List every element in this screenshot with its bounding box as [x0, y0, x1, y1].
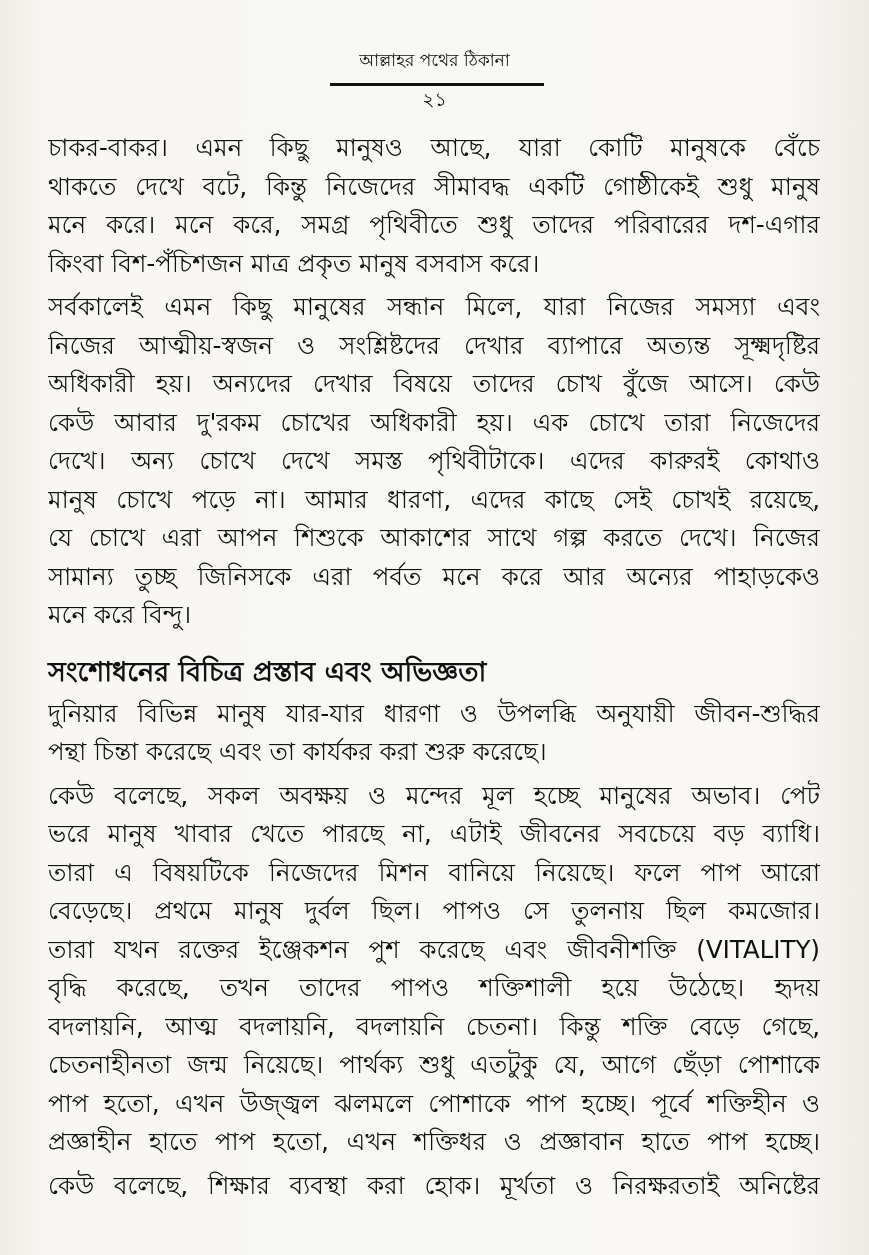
paragraph-3	[48, 695, 820, 772]
text-line: দুনিয়ার বিভিন্ন মানুষ যার-যার ধারণা ও উপলব্ধি অনুযায়ী জীবন-শুদ্ধির	[48, 698, 820, 728]
text-line: ভরে মানুষ খাবার খেতে পারছে না, এটাই জীবনের সবচেয়ে বড় ব্যাধি।	[48, 819, 820, 848]
text-line: চেতনাহীনতা জন্ম নিয়েছে। পার্থক্য শুধু এতটুকু যে, আগে ছেঁড়া পোশাকে	[48, 1050, 820, 1079]
text-line: কেউ বলেছে, শিক্ষার ব্যবস্থা করা হোক। মূর্খতা ও নিরক্ষরতাই অনিষ্টের	[48, 1170, 820, 1200]
page-number: ২১	[422, 89, 447, 111]
section-heading: সংশোধনের বিচিত্র প্রস্তাব এবং অভিজ্ঞতা	[48, 656, 487, 688]
text-line: কিংবা বিশ-পঁচিশজন মাত্র প্রকৃত মানুষ বসবাস করে।	[48, 248, 540, 278]
text-line: থাকতে দেখে বটে, কিন্তু নিজেদের সীমাবদ্ধ একটি গোষ্ঠীকেই শুধু মানুষ	[48, 171, 820, 201]
paragraph-1	[48, 129, 820, 283]
text-line: অধিকারী হয়। অন্যদের দেখার বিষয়ে তাদের চোখ বুঁজে আসে। কেউ	[48, 369, 820, 398]
text-line: যে চোখে এরা আপন শিশুকে আকাশের সাথে গল্প করতে দেখে। নিজের	[48, 523, 820, 552]
text-line: সর্বকালেই এমন কিছু মানুষের সন্ধান মিলে, যারা নিজের সমস্যা এবং	[48, 292, 820, 321]
text-line: কেউ বলেছে, সকল অবক্ষয় ও মন্দের মূল হচ্ছে মানুষের অভাব। পেট	[48, 780, 820, 810]
text-line: মানুষ চোখে পড়ে না। আমার ধারণা, এদের কাছে সেই চোখই রয়েছে,	[48, 484, 820, 514]
text-line: বৃদ্ধি করেছে, তখন তাদের পাপও শক্তিশালী হয়ে উঠেছে। হৃদয়	[48, 973, 820, 1002]
text-line: মনে করে। মনে করে, সমগ্র পৃথিবীতে শুধু তাদের পরিবারের দশ-এগার	[48, 210, 820, 239]
text-line: পাপ হতো, এখন উজ্জ্বল ঝলমলে পোশাকে পাপ হচ্ছে। পূর্বে শক্তিহীন ও	[48, 1088, 820, 1118]
text-line: মনে করে বিন্দু।	[48, 600, 192, 629]
running-title: আল্লাহর পথের ঠিকানা	[359, 51, 510, 71]
text-line: দেখে। অন্য চোখে দেখে সমস্ত পৃথিবীটাকে। এদের কারুরই কোথাও	[48, 446, 820, 475]
text-line: নিজের আত্মীয়-স্বজন ও সংশ্লিষ্টদের দেখার ব্যাপারে অত্যন্ত সূক্ষ্মদৃষ্টির	[48, 330, 820, 360]
body-text	[48, 129, 820, 1210]
text-line: বেড়েছে। প্রথমে মানুষ দুর্বল ছিল। পাপও সে তুলনায় ছিল কমজোর।	[48, 896, 820, 925]
text-line: সামান্য তুচ্ছ জিনিসকে এরা পর্বত মনে করে আর অন্যের পাহাড়কেও	[48, 561, 820, 591]
text-line: তারা এ বিষয়টিকে নিজেদের মিশন বানিয়ে নিয়েছে। ফলে পাপ আরো	[48, 857, 820, 887]
text-line: পন্থা চিন্তা করেছে এবং তা কার্যকর করা শুরু করেছে।	[48, 737, 547, 766]
text-line: বদলায়নি, আত্ম বদলায়নি, বদলায়নি চেতনা। কিন্তু শক্তি বেড়ে গেছে,	[48, 1011, 820, 1041]
paragraph-5	[48, 1167, 820, 1206]
text-line: চাকর-বাকর। এমন কিছু মানুষও আছে, যারা কোটি মানুষকে বেঁচে	[48, 133, 820, 162]
header-rule	[330, 83, 544, 86]
paragraph-4	[48, 777, 820, 1162]
text-line: প্রজ্ঞাহীন হাতে পাপ হতো, এখন শক্তিধর ও প্রজ্ঞাবান হাতে পাপ হচ্ছে।	[48, 1127, 820, 1156]
text-line: তারা যখন রক্তের ইঞ্জেকশন পুশ করেছে এবং জীবনীশক্তি (VITALITY)	[48, 934, 820, 964]
text-line: কেউ আবার দু'রকম চোখের অধিকারী হয়। এক চোখে তারা নিজেদের	[48, 407, 820, 437]
paragraph-2	[48, 288, 820, 635]
